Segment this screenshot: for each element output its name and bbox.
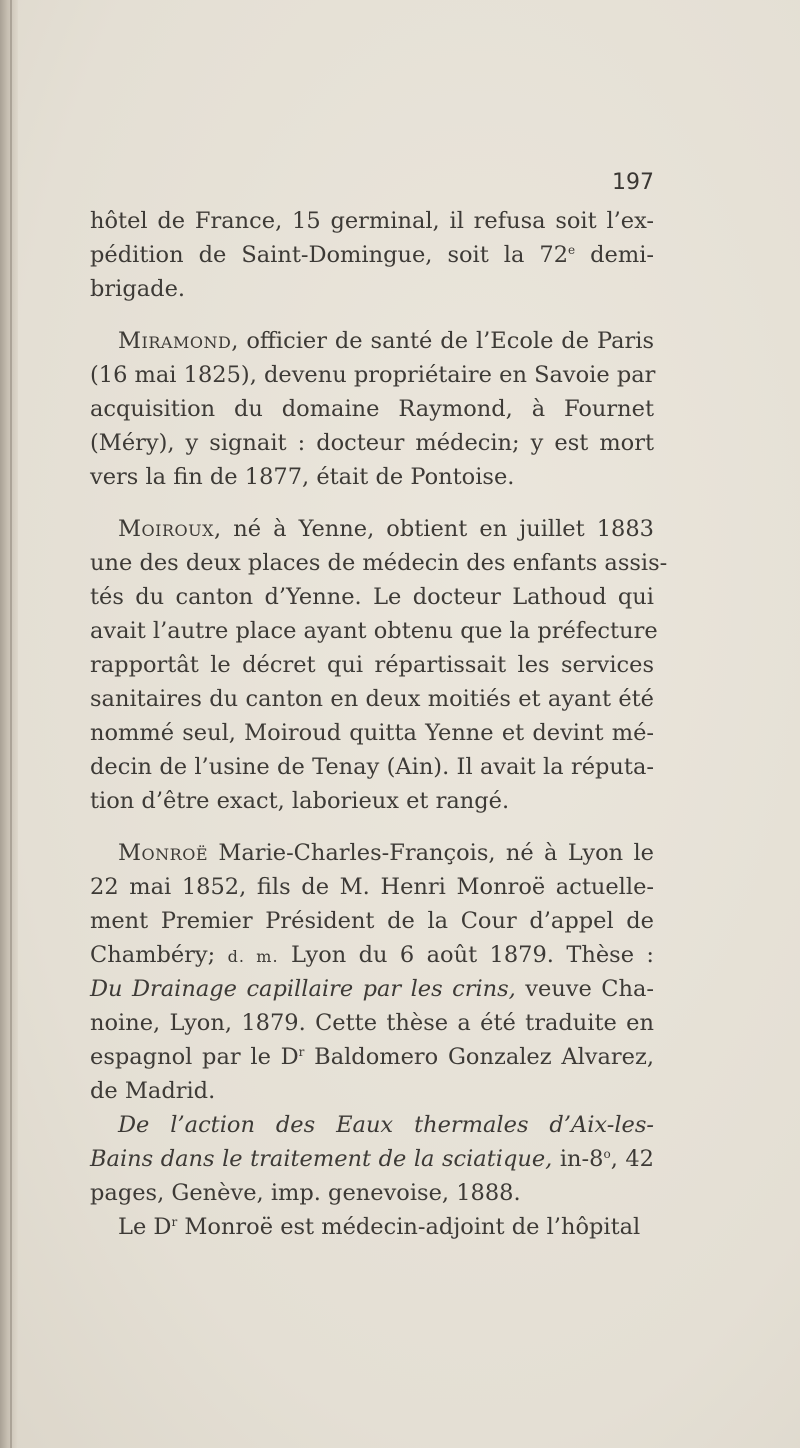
text-line: pages, Genève, imp. genevoise, 1888. <box>90 1180 521 1206</box>
text-line: hôtel de France, 15 germinal, il refusa soit l’ex- <box>90 208 654 234</box>
text-line: tion d’être exact, laborieux et rangé. <box>90 788 510 814</box>
work-title: Bains dans le traitement de la sciatique, <box>90 1146 553 1172</box>
text-line: Miramond, officier de santé de l’Ecole de Paris <box>118 328 654 354</box>
text-line: rapportât le décret qui répartissait les services <box>90 652 654 678</box>
text-line: Monroë Marie-Charles-François, né à Lyon le <box>118 840 654 866</box>
work-title: De l’action des Eaux thermales d’Aix-les- <box>118 1112 654 1138</box>
text-line: Du Drainage capillaire par les crins, veuve Cha- <box>90 976 654 1002</box>
body-text <box>90 204 668 1244</box>
text-line: Le $D^r$ Monroë est médecin-adjoint de l’hôpital <box>118 1214 641 1240</box>
entry-name: Moiroux <box>118 516 215 542</box>
text-line: (16 mai 1825), devenu propriétaire en Savoie par <box>90 362 656 388</box>
binding-edge <box>10 0 12 1448</box>
text-line: Bains dans le traitement de la sciatique, in-8$^o$, 42 <box>90 1146 654 1172</box>
text-line: ment Premier Président de la Cour d’appel de <box>90 908 654 934</box>
text-line: espagnol par le $D^r$ Baldomero Gonzalez Alvarez, <box>90 1044 654 1070</box>
text-line: 22 mai 1852, fils de M. Henri Monroë actuelle- <box>90 874 654 900</box>
text-line: sanitaires du canton en deux moitiés et ayant été <box>90 686 654 712</box>
text-line: vers la fin de 1877, était de Pontoise. <box>90 464 515 490</box>
page-number: 197 <box>612 170 654 195</box>
text-line <box>90 1108 654 1142</box>
page-gutter <box>0 0 18 1448</box>
text-line: avait l’autre place ayant obtenu que la préfecture <box>90 618 658 644</box>
text-line: une des deux places de médecin des enfants assis- <box>90 550 668 576</box>
entry-name: Monroë <box>118 840 208 866</box>
thesis-title: Du Drainage capillaire par les crins, <box>90 976 516 1002</box>
text-line: Moiroux, né à Yenne, obtient en juillet 1883 <box>118 516 654 542</box>
entry-name: Miramond <box>118 328 232 354</box>
text-line: de Madrid. <box>90 1078 216 1104</box>
text-line: (Méry), y signait : docteur médecin; y est mort <box>90 430 654 456</box>
text-line: Chambéry; d. m. Lyon du 6 août 1879. Thèse : <box>90 942 655 968</box>
text-line: noine, Lyon, 1879. Cette thèse a été traduite en <box>90 1010 654 1036</box>
text-line: decin de l’usine de Tenay (Ain). Il avait la réputa- <box>90 754 654 780</box>
text-line: brigade. <box>90 276 186 302</box>
text-line: pédition de Saint-Domingue, soit la 72e demi- <box>90 242 654 268</box>
text-line: acquisition du domaine Raymond, à Fournet <box>90 396 654 422</box>
text-line: tés du canton d’Yenne. Le docteur Lathoud qui <box>90 584 654 610</box>
text-line: nommé seul, Moiroud quitta Yenne et devint mé- <box>90 720 654 746</box>
